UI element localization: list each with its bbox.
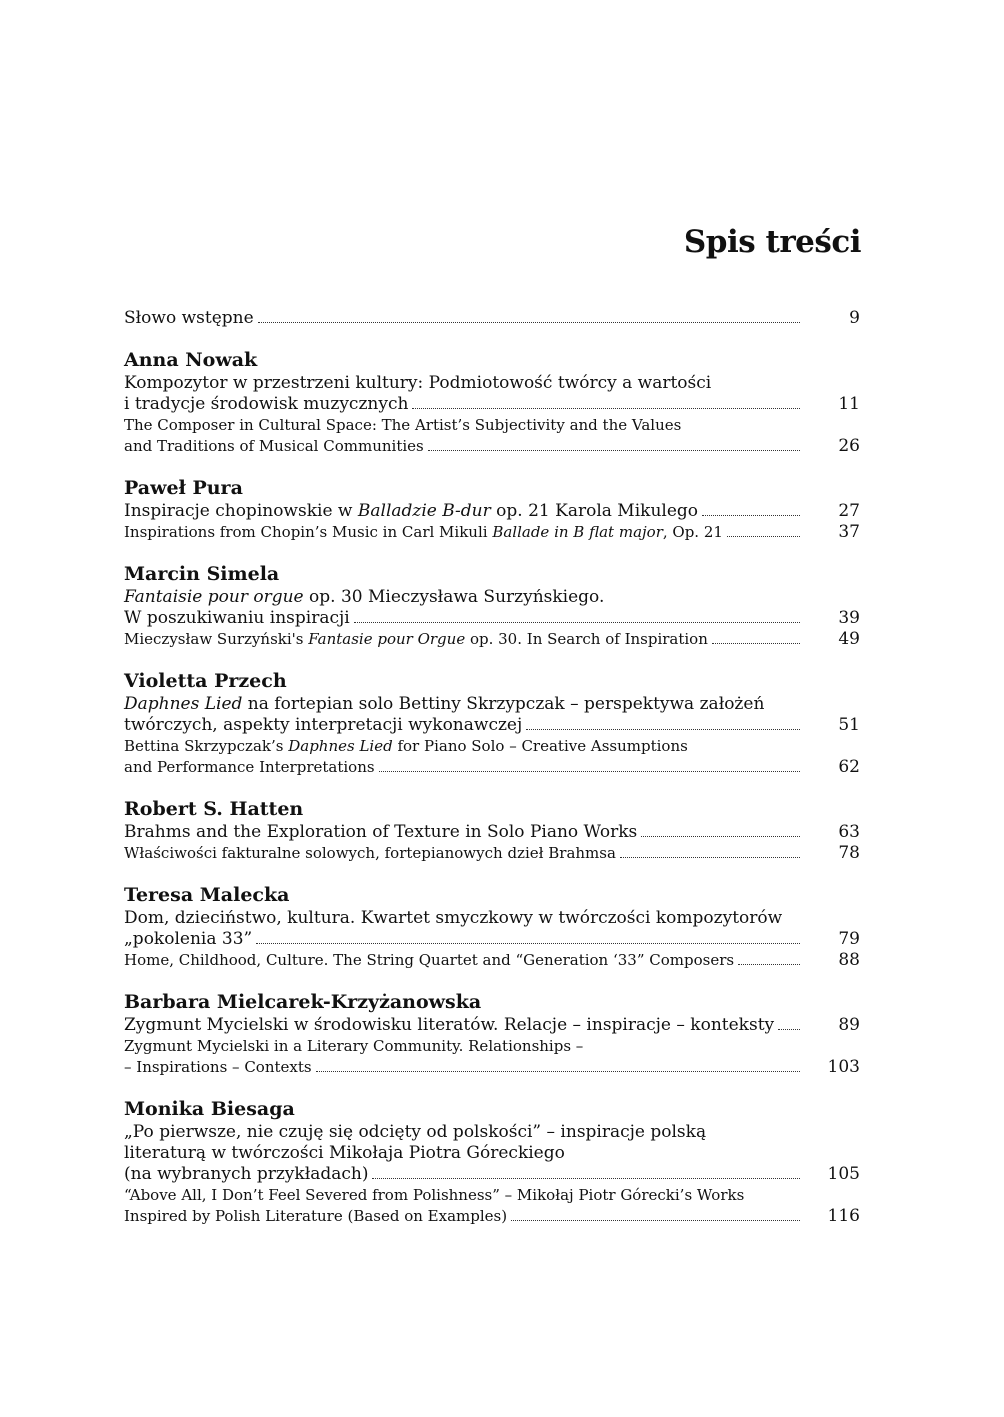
dot-leader bbox=[511, 1220, 800, 1221]
entry-title-line: Kompozytor w przestrzeni kultury: Podmiotowość twórcy a wartości bbox=[124, 373, 712, 393]
entry-title-line: Zygmunt Mycielski in a Literary Community. Relationships – bbox=[124, 1037, 584, 1055]
entry-title-line: Bettina Skrzypczak’s Daphnes Lied for Piano Solo – Creative Assumptions bbox=[124, 737, 688, 755]
entry-title-line: (na wybranych przykładach) bbox=[124, 1164, 369, 1184]
entry-title-line: Zygmunt Mycielski w środowisku literatów. Relacje – inspiracje – konteksty bbox=[124, 1015, 775, 1035]
dot-leader bbox=[372, 1178, 800, 1179]
entry-title-line: Inspirations from Chopin’s Music in Carl Mikuli Ballade in B flat major, Op. 21 bbox=[124, 523, 723, 541]
toc-section bbox=[124, 347, 860, 457]
page-number: 88 bbox=[838, 950, 860, 970]
page-number: 63 bbox=[838, 822, 860, 842]
entry-title-line: Brahms and the Exploration of Texture in Solo Piano Works bbox=[124, 822, 638, 842]
page-number: 11 bbox=[838, 394, 860, 414]
toc-section bbox=[124, 668, 860, 778]
toc-section bbox=[124, 561, 860, 650]
entry-title-line: The Composer in Cultural Space: The Artist’s Subjectivity and the Values bbox=[124, 416, 682, 434]
toc-entry[interactable] bbox=[124, 1185, 860, 1227]
toc-entry[interactable] bbox=[124, 373, 860, 415]
dot-leader bbox=[778, 1029, 800, 1030]
toc-entry[interactable] bbox=[124, 736, 860, 778]
author-name: Monika Biesaga bbox=[124, 1098, 295, 1120]
toc-entry[interactable] bbox=[124, 1122, 860, 1185]
author-name: Anna Nowak bbox=[124, 349, 258, 371]
entry-title-line: “Above All, I Don’t Feel Severed from Polishness” – Mikołaj Piotr Górecki’s Works bbox=[124, 1186, 745, 1204]
dot-leader bbox=[428, 450, 800, 451]
entry-title-line: and Performance Interpretations bbox=[124, 758, 375, 776]
entry-title-line: and Traditions of Musical Communities bbox=[124, 437, 424, 455]
page-title: Spis treści bbox=[683, 224, 861, 260]
author-name: Violetta Przech bbox=[124, 670, 287, 692]
toc-entry-intro[interactable] bbox=[124, 308, 860, 329]
dot-leader bbox=[256, 943, 800, 944]
dot-leader bbox=[641, 836, 800, 837]
table-of-contents bbox=[124, 308, 860, 1245]
entry-title-line: literaturą w twórczości Mikołaja Piotra Góreckiego bbox=[124, 1143, 565, 1163]
toc-sections bbox=[124, 347, 860, 1227]
entry-title-line: Inspiracje chopinowskie w Balladzie B-dur op. 21 Karola Mikulego bbox=[124, 501, 699, 521]
dot-leader bbox=[727, 536, 800, 537]
toc-entry[interactable] bbox=[124, 950, 860, 971]
entry-title-line: Fantaisie pour orgue op. 30 Mieczysława Surzyńskiego. bbox=[124, 587, 605, 607]
page-number: 103 bbox=[827, 1057, 860, 1077]
toc-section bbox=[124, 475, 860, 543]
toc-section bbox=[124, 796, 860, 864]
entry-title-line: „pokolenia 33” bbox=[124, 929, 253, 949]
toc-entry[interactable] bbox=[124, 1036, 860, 1078]
toc-entry[interactable] bbox=[124, 415, 860, 457]
page-number: 37 bbox=[838, 522, 860, 542]
page-number: 116 bbox=[827, 1206, 860, 1226]
page-number: 27 bbox=[838, 501, 860, 521]
toc-entry[interactable] bbox=[124, 908, 860, 950]
page-number: 26 bbox=[838, 436, 860, 456]
entry-title-line: – Inspirations – Contexts bbox=[124, 1058, 312, 1076]
page-number: 78 bbox=[838, 843, 860, 863]
toc-entry[interactable] bbox=[124, 822, 860, 843]
entry-title-line: Właściwości fakturalne solowych, fortepianowych dzieł Brahmsa bbox=[124, 844, 616, 862]
toc-entry[interactable] bbox=[124, 587, 860, 629]
entry-title-line: „Po pierwsze, nie czuję się odcięty od polskości” – inspiracje polską bbox=[124, 1122, 707, 1142]
entry-title-line: i tradycje środowisk muzycznych bbox=[124, 394, 409, 414]
dot-leader bbox=[379, 771, 800, 772]
toc-entry[interactable] bbox=[124, 629, 860, 650]
dot-leader bbox=[712, 643, 800, 644]
dot-leader bbox=[526, 729, 800, 730]
page-number: 51 bbox=[838, 715, 860, 735]
entry-title-line: W poszukiwaniu inspiracji bbox=[124, 608, 350, 628]
toc-section bbox=[124, 989, 860, 1078]
page-number: 105 bbox=[827, 1164, 860, 1184]
toc-entry[interactable] bbox=[124, 843, 860, 864]
entry-title-line: Daphnes Lied na fortepian solo Bettiny Skrzypczak – perspektywa założeń bbox=[124, 694, 765, 714]
page-number: 89 bbox=[838, 1015, 860, 1035]
author-name: Teresa Malecka bbox=[124, 884, 290, 906]
page-number: 62 bbox=[838, 757, 860, 777]
page-number: 39 bbox=[838, 608, 860, 628]
page-number: 49 bbox=[838, 629, 860, 649]
toc-entry[interactable] bbox=[124, 501, 860, 522]
dot-leader bbox=[702, 515, 800, 516]
dot-leader bbox=[412, 408, 800, 409]
dot-leader bbox=[738, 964, 800, 965]
toc-section bbox=[124, 1096, 860, 1227]
entry-title-line: Inspired by Polish Literature (Based on Examples) bbox=[124, 1207, 508, 1225]
author-name: Paweł Pura bbox=[124, 477, 243, 499]
dot-leader bbox=[316, 1071, 800, 1072]
entry-title-line: twórczych, aspekty interpretacji wykonawczej bbox=[124, 715, 523, 735]
dot-leader bbox=[620, 857, 800, 858]
toc-entry[interactable] bbox=[124, 522, 860, 543]
dot-leader bbox=[354, 622, 800, 623]
entry-title-line: Home, Childhood, Culture. The String Quartet and “Generation ‘33” Composers bbox=[124, 951, 735, 969]
entry-title-line: Mieczysław Surzyński's Fantasie pour Orgue op. 30. In Search of Inspiration bbox=[124, 630, 708, 648]
toc-section bbox=[124, 882, 860, 971]
entry-title: Słowo wstępne bbox=[124, 308, 254, 328]
page-number: 79 bbox=[838, 929, 860, 949]
author-name: Barbara Mielcarek-Krzyżanowska bbox=[124, 991, 482, 1013]
author-name: Marcin Simela bbox=[124, 563, 280, 585]
page-number: 9 bbox=[849, 308, 860, 328]
author-name: Robert S. Hatten bbox=[124, 798, 304, 820]
toc-entry[interactable] bbox=[124, 1015, 860, 1036]
entry-title-line: Dom, dzieciństwo, kultura. Kwartet smyczkowy w twórczości kompozytorów bbox=[124, 908, 783, 928]
toc-entry[interactable] bbox=[124, 694, 860, 736]
dot-leader bbox=[258, 322, 800, 323]
